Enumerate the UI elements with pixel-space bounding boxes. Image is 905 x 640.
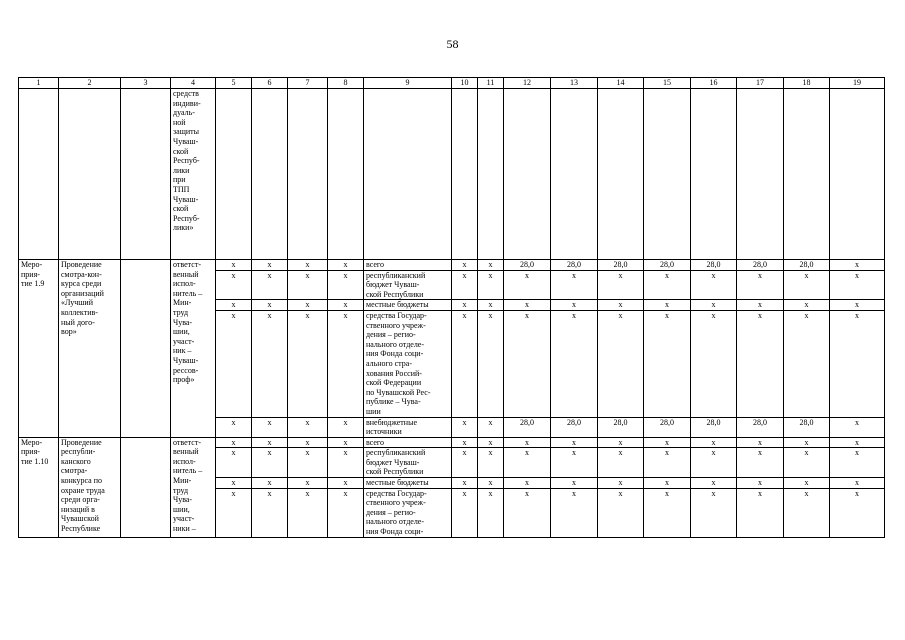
flag-cell: x — [288, 300, 328, 311]
value-cell: x — [452, 300, 478, 311]
value-cell: x — [644, 448, 691, 478]
value-cell: x — [691, 310, 737, 417]
value-cell: x — [452, 448, 478, 478]
value-cell: x — [551, 300, 598, 311]
column-number-1: 1 — [19, 78, 59, 89]
value-cell: x — [452, 310, 478, 417]
value-cell: x — [644, 270, 691, 300]
flag-cell: x — [252, 478, 288, 489]
flag-cell: x — [252, 300, 288, 311]
value-cell: x — [830, 478, 885, 489]
value-cell: x — [478, 478, 504, 489]
continuation-cell — [504, 89, 551, 260]
value-cell: x — [737, 448, 784, 478]
measure-1-9-row — [19, 260, 885, 271]
flag-cell: x — [288, 270, 328, 300]
value-cell: x — [830, 300, 885, 311]
funding-source: местные бюджеты — [364, 478, 452, 489]
funding-source: всего — [364, 260, 452, 271]
value-cell: x — [691, 478, 737, 489]
value-cell: x — [691, 437, 737, 448]
flag-cell: x — [288, 488, 328, 537]
value-cell: x — [691, 488, 737, 537]
flag-cell: x — [328, 437, 364, 448]
value-cell: 28,0 — [551, 260, 598, 271]
value-cell: x — [644, 300, 691, 311]
continuation-cell — [216, 89, 252, 260]
value-cell: x — [784, 488, 830, 537]
continuation-cell — [59, 89, 121, 260]
value-cell: x — [551, 437, 598, 448]
value-cell: x — [830, 270, 885, 300]
continuation-row — [19, 89, 885, 260]
value-cell: 28,0 — [551, 417, 598, 437]
value-cell: 28,0 — [691, 417, 737, 437]
value-cell: x — [784, 310, 830, 417]
continuation-cell — [478, 89, 504, 260]
value-cell: 28,0 — [644, 260, 691, 271]
value-cell: x — [691, 448, 737, 478]
column-number-4: 4 — [171, 78, 216, 89]
column-number-14: 14 — [598, 78, 644, 89]
value-cell: x — [644, 310, 691, 417]
measure-1-9-name: Проведение смотра-кон- курса среди организаций «Лучший коллектив- ный дого- вор» — [59, 260, 121, 438]
value-cell: x — [737, 478, 784, 489]
flag-cell: x — [216, 270, 252, 300]
continuation-cell — [328, 89, 364, 260]
flag-cell: x — [288, 260, 328, 271]
continuation-cell — [121, 89, 171, 260]
value-cell: x — [478, 417, 504, 437]
continuation-cell — [551, 89, 598, 260]
column-number-19: 19 — [830, 78, 885, 89]
value-cell: x — [644, 437, 691, 448]
value-cell: x — [737, 270, 784, 300]
continuation-cell — [830, 89, 885, 260]
column-number-15: 15 — [644, 78, 691, 89]
value-cell: x — [478, 488, 504, 537]
measure-1-9-executor: ответст- венный испол- нитель – Мин- труд Чува- шии, участ- ник – Чуваш- рессов- проф» — [171, 260, 216, 438]
column-number-5: 5 — [216, 78, 252, 89]
value-cell: x — [784, 437, 830, 448]
column-number-12: 12 — [504, 78, 551, 89]
value-cell: x — [830, 488, 885, 537]
value-cell: x — [478, 270, 504, 300]
measure-1-10-name: Проведение республи- канского смотра- конкурса по охране труда среди орга- низаций в Чувашской Республике — [59, 437, 121, 537]
continuation-cell — [252, 89, 288, 260]
flag-cell: x — [328, 270, 364, 300]
value-cell: x — [478, 448, 504, 478]
value-cell: x — [830, 310, 885, 417]
value-cell: x — [644, 488, 691, 537]
flag-cell: x — [252, 437, 288, 448]
column-number-2: 2 — [59, 78, 121, 89]
measure-1-10-row — [19, 437, 885, 448]
value-cell: x — [452, 437, 478, 448]
value-cell: x — [691, 270, 737, 300]
flag-cell: x — [252, 448, 288, 478]
value-cell: x — [478, 300, 504, 311]
value-cell: x — [504, 270, 551, 300]
continuation-executor-cell: средств индиви- дуаль- ной защиты Чуваш- ской Респуб- лики при ТПП Чуваш- ской Респуб- лики» — [171, 89, 216, 260]
flag-cell: x — [288, 437, 328, 448]
value-cell: x — [737, 437, 784, 448]
value-cell: 28,0 — [737, 260, 784, 271]
value-cell: 28,0 — [504, 260, 551, 271]
flag-cell: x — [252, 488, 288, 537]
flag-cell: x — [216, 260, 252, 271]
value-cell: 28,0 — [598, 417, 644, 437]
value-cell: 28,0 — [691, 260, 737, 271]
flag-cell: x — [288, 448, 328, 478]
flag-cell: x — [252, 260, 288, 271]
value-cell: x — [504, 300, 551, 311]
continuation-cell — [19, 89, 59, 260]
value-cell: x — [598, 300, 644, 311]
continuation-cell — [452, 89, 478, 260]
measure-1-10-executor: ответст- венный испол- нитель – Мин- труд Чува- шии, участ- ники – — [171, 437, 216, 537]
value-cell: 28,0 — [737, 417, 784, 437]
value-cell: x — [737, 488, 784, 537]
continuation-cell — [737, 89, 784, 260]
continuation-cell — [364, 89, 452, 260]
value-cell: x — [478, 437, 504, 448]
flag-cell: x — [288, 310, 328, 417]
budget-table — [18, 77, 885, 538]
measure-1-9-empty-col3 — [121, 260, 171, 438]
value-cell: x — [691, 300, 737, 311]
value-cell: x — [551, 488, 598, 537]
funding-source: всего — [364, 437, 452, 448]
funding-source: средства Государ- ственного учреж- дения – регио- нального отделе- ния Фонда соци- — [364, 488, 452, 537]
flag-cell: x — [288, 478, 328, 489]
value-cell: x — [784, 300, 830, 311]
value-cell: 28,0 — [644, 417, 691, 437]
value-cell: 28,0 — [504, 417, 551, 437]
flag-cell: x — [252, 270, 288, 300]
value-cell: x — [784, 478, 830, 489]
value-cell: x — [598, 310, 644, 417]
value-cell: x — [504, 448, 551, 478]
flag-cell: x — [216, 488, 252, 537]
flag-cell: x — [216, 310, 252, 417]
column-number-8: 8 — [328, 78, 364, 89]
value-cell: x — [504, 488, 551, 537]
value-cell: x — [551, 478, 598, 489]
column-number-7: 7 — [288, 78, 328, 89]
value-cell: x — [452, 260, 478, 271]
flag-cell: x — [328, 417, 364, 437]
value-cell: x — [784, 448, 830, 478]
flag-cell: x — [288, 417, 328, 437]
flag-cell: x — [328, 448, 364, 478]
column-number-row — [19, 78, 885, 89]
measure-1-10-code: Меро- прия- тие 1.10 — [19, 437, 59, 537]
flag-cell: x — [216, 448, 252, 478]
value-cell: x — [504, 478, 551, 489]
value-cell: x — [784, 270, 830, 300]
value-cell: x — [504, 310, 551, 417]
value-cell: x — [737, 310, 784, 417]
continuation-cell — [288, 89, 328, 260]
value-cell: 28,0 — [598, 260, 644, 271]
value-cell: x — [830, 417, 885, 437]
value-cell: x — [830, 260, 885, 271]
value-cell: x — [598, 478, 644, 489]
flag-cell: x — [328, 478, 364, 489]
value-cell: x — [598, 448, 644, 478]
value-cell: x — [478, 260, 504, 271]
flag-cell: x — [328, 260, 364, 271]
measure-1-10-empty-col3 — [121, 437, 171, 537]
value-cell: x — [598, 437, 644, 448]
column-number-13: 13 — [551, 78, 598, 89]
value-cell: x — [551, 310, 598, 417]
flag-cell: x — [216, 300, 252, 311]
flag-cell: x — [216, 478, 252, 489]
column-number-18: 18 — [784, 78, 830, 89]
continuation-cell — [784, 89, 830, 260]
flag-cell: x — [216, 437, 252, 448]
continuation-cell — [691, 89, 737, 260]
page-number: 58 — [446, 37, 459, 51]
value-cell: x — [830, 448, 885, 478]
flag-cell: x — [252, 417, 288, 437]
column-number-10: 10 — [452, 78, 478, 89]
continuation-cell — [598, 89, 644, 260]
column-number-11: 11 — [478, 78, 504, 89]
funding-source: внебюджетные источники — [364, 417, 452, 437]
value-cell: x — [598, 270, 644, 300]
funding-source: местные бюджеты — [364, 300, 452, 311]
value-cell: 28,0 — [784, 260, 830, 271]
flag-cell: x — [328, 300, 364, 311]
flag-cell: x — [328, 488, 364, 537]
flag-cell: x — [216, 417, 252, 437]
value-cell: x — [551, 448, 598, 478]
value-cell: x — [644, 478, 691, 489]
column-number-16: 16 — [691, 78, 737, 89]
value-cell: x — [452, 488, 478, 537]
column-number-9: 9 — [364, 78, 452, 89]
measure-1-9-code: Меро- прия- тие 1.9 — [19, 260, 59, 438]
funding-source: республиканский бюджет Чуваш- ской Республики — [364, 270, 452, 300]
value-cell: x — [452, 417, 478, 437]
funding-source: средства Государ- ственного учреж- дения – регио- нального отделе- ния Фонда соци- ального стра- хования Россий- ской Федерации по Чувашской Рес- публике – Чува- шии — [364, 310, 452, 417]
value-cell: x — [452, 478, 478, 489]
column-number-17: 17 — [737, 78, 784, 89]
continuation-cell — [644, 89, 691, 260]
value-cell: x — [504, 437, 551, 448]
column-number-3: 3 — [121, 78, 171, 89]
value-cell: x — [830, 437, 885, 448]
flag-cell: x — [252, 310, 288, 417]
value-cell: x — [551, 270, 598, 300]
value-cell: 28,0 — [784, 417, 830, 437]
funding-source: республиканский бюджет Чуваш- ской Республики — [364, 448, 452, 478]
value-cell: x — [478, 310, 504, 417]
value-cell: x — [598, 488, 644, 537]
value-cell: x — [452, 270, 478, 300]
value-cell: x — [737, 300, 784, 311]
column-number-6: 6 — [252, 78, 288, 89]
flag-cell: x — [328, 310, 364, 417]
